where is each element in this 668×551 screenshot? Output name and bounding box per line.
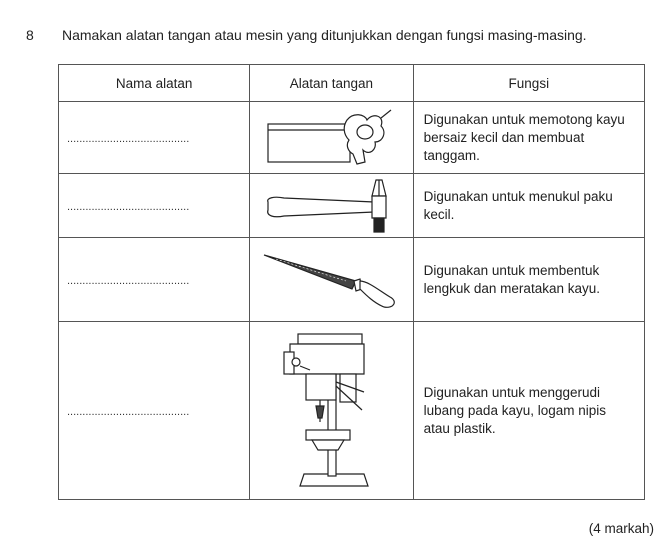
answer-cell[interactable] — [59, 174, 250, 238]
hammer-icon — [256, 176, 406, 236]
tool-image-cell — [250, 174, 413, 238]
question-text: Namakan alatan tangan atau mesin yang ditunjukkan dengan fungsi masing-masing. — [62, 27, 587, 43]
question-number: 8 — [26, 27, 34, 43]
answer-cell[interactable] — [59, 238, 250, 322]
function-text: Digunakan untuk menggerudi lubang pada kayu, logam nipis atau plastik. — [413, 322, 644, 500]
function-text: Digunakan untuk membentuk lengkuk dan meratakan kayu. — [413, 238, 644, 322]
answer-cell[interactable] — [59, 322, 250, 500]
answer-blank[interactable]: ........................................ — [67, 201, 190, 213]
function-text: Digunakan untuk memotong kayu bersaiz kecil dan membuat tanggam. — [413, 102, 644, 174]
header-alatan-tangan: Alatan tangan — [250, 65, 413, 102]
answer-blank[interactable]: ........................................ — [67, 275, 190, 287]
table-row — [59, 174, 645, 238]
tools-table — [58, 64, 645, 500]
answer-blank[interactable]: ........................................ — [67, 133, 190, 145]
table-header-row — [59, 65, 645, 102]
marks-label: (4 markah) — [588, 521, 654, 536]
answer-cell[interactable] — [59, 102, 250, 174]
header-nama-alatan: Nama alatan — [59, 65, 250, 102]
tool-image-cell — [250, 238, 413, 322]
tenon-saw-icon — [261, 106, 401, 170]
tool-image-cell — [250, 322, 413, 500]
table-row — [59, 238, 645, 322]
function-text: Digunakan untuk menukul paku kecil. — [413, 174, 644, 238]
drill-press-icon — [276, 326, 386, 496]
table-row — [59, 102, 645, 174]
tool-image-cell — [250, 102, 413, 174]
table-row — [59, 322, 645, 500]
rasp-file-icon — [256, 245, 406, 315]
answer-blank[interactable]: ........................................ — [67, 406, 190, 418]
header-fungsi: Fungsi — [413, 65, 644, 102]
